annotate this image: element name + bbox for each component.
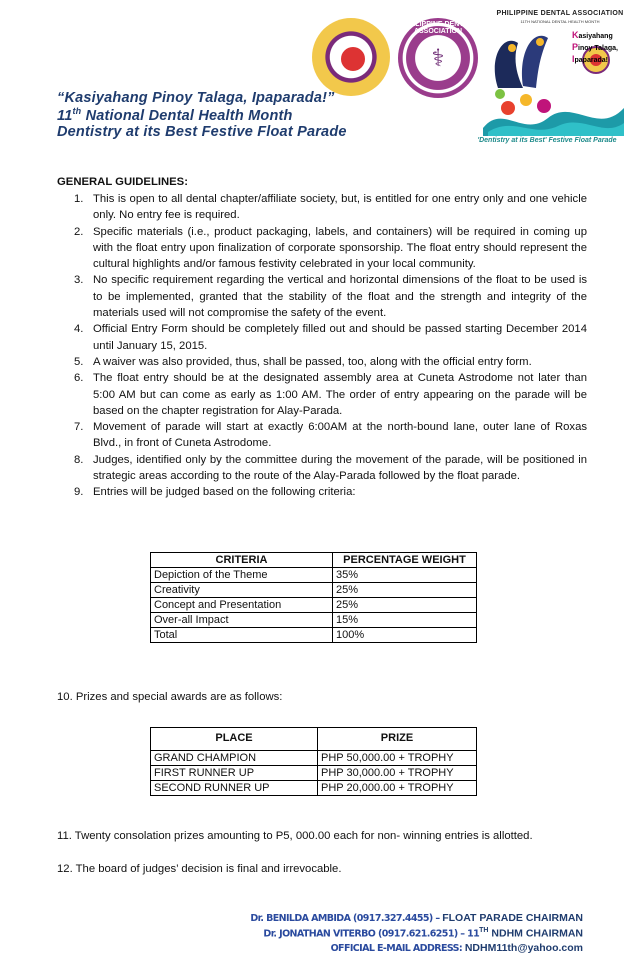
list-item: 8. Judges, identified only by the committee during the movement of the parade, will be positioned in strategic areas according to the route of the Alay-Parada followed by the float parade. [74,453,587,483]
table-cell: GRAND CHAMPION [151,751,318,766]
email-link[interactable]: NDHM11th@yahoo.com [464,942,583,954]
logo-arc-text: PHILIPPINE DENTAL ASSOCIATION [403,21,473,35]
table-row [151,781,477,796]
guidelines-list [57,191,587,501]
table-row [151,628,477,643]
title-line-2: 11th National Dental Health Month [57,106,293,124]
table-row [151,613,477,628]
table-cell: FIRST RUNNER UP [151,766,318,781]
footer-line-1: Dr. BENILDA AMBIDA (0917.327.4455) – FLOAT PARADE CHAIRMAN [250,912,583,924]
table-row [151,568,477,583]
table-cell: Depiction of the Theme [151,568,333,583]
table-header-row [151,728,477,751]
criteria-table [150,552,477,643]
title-line-3: Dentistry at its Best Festive Float Parade [57,124,347,140]
table-cell: Creativity [151,583,333,598]
slogan-line-2: Pinoy Talaga, [572,42,618,52]
table-cell: 15% [333,613,477,628]
list-item: 4. Official Entry Form should be completely filled out and should be passed starting December 2014 until January 15, 2015. [74,323,587,352]
list-item: 6. The float entry should be at the designated assembly area at Cuneta Astrodome not later than 5:00 AM but can come as early as 1:00 AM. The order of entry appearing on the parade will be based on the chapter registration for Alay-Parada. [74,372,587,417]
list-item: 9. Entries will be judged based on the following criteria: [74,486,356,499]
caduceus-icon: ⚕ [431,44,445,72]
table-row [151,583,477,598]
org-subtitle: 11TH NATIONAL DENTAL HEALTH MONTH [520,19,600,24]
table-cell: SECOND RUNNER UP [151,781,318,796]
list-item: 5. A waiver was also provided, thus, shall be passed, too, along with the official entry form. [74,355,532,368]
title-line-1: “Kasiyahang Pinoy Talaga, Ipaparada!” [57,90,335,106]
slogan-line-3: Ipaparada! [572,54,608,64]
list-item: 7. Movement of parade will start at exactly 6:00AM at the north-bound lane, outer lane of Roxas Blvd., in front of Cuneta Astrodome. [74,421,587,450]
footer-line-2: Dr. JONATHAN VITERBO (0917.621.6251) – 11TH NDHM CHAIRMAN [263,927,583,940]
table-cell: Concept and Presentation [151,598,333,613]
table-cell: PHP 50,000.00 + TROPHY [318,751,477,766]
pda-seal-logo [312,18,390,96]
item-12: 12. The board of judges’ decision is final and irrevocable. [57,863,342,875]
column-header: CRITERIA [151,553,333,568]
table-cell: Total [151,628,333,643]
table-cell: 25% [333,598,477,613]
table-cell: 35% [333,568,477,583]
footer-line-3: OFFICIAL E-MAIL ADDRESS: NDHM11th@yahoo.com [330,942,583,954]
table-header-row [151,553,477,568]
slogan-line-1: Kasiyahang [572,30,613,40]
section-heading: GENERAL GUIDELINES: [57,176,188,188]
table-cell: Over-all Impact [151,613,333,628]
table-row [151,766,477,781]
table-row [151,598,477,613]
table-cell: 100% [333,628,477,643]
list-item: 3. No specific requirement regarding the vertical and horizontal dimensions of the float to be used is to be implemented, granted that the stability of the float and the strength and integrity of the materials used will not compromise the safety of the event. [74,274,587,320]
prizes-intro: 10. Prizes and special awards are as follows: [57,691,283,703]
org-name: PHILIPPINE DENTAL ASSOCIATION [496,10,624,17]
table-cell: PHP 20,000.00 + TROPHY [318,781,477,796]
festive-caption: 'Dentistry at its Best' Festive Float Parade [477,137,617,144]
list-item: 2. Specific materials (i.e., product packaging, labels, and containers) will be required in coming up with the float entry upon finalization of corporate sponsorship. The float entry should represent the cultural highlights and/or famous festivity celebrated in your local community. [74,225,587,271]
table-cell: 25% [333,583,477,598]
prize-table [150,727,477,796]
seal-center [339,45,367,73]
column-header: PLACE [151,728,318,751]
list-item: 1. This is open to all dental chapter/affiliate society, but, is entitled for one entry only and one vehicle only. No entry fee is required. [74,193,587,222]
column-header: PRIZE [318,728,477,751]
table-cell: PHP 30,000.00 + TROPHY [318,766,477,781]
table-row [151,751,477,766]
item-11: 11. Twenty consolation prizes amounting to P5, 000.00 each for non- winning entries is allotted. [57,830,533,842]
dental-association-logo [398,18,478,98]
column-header: PERCENTAGE WEIGHT [333,553,477,568]
